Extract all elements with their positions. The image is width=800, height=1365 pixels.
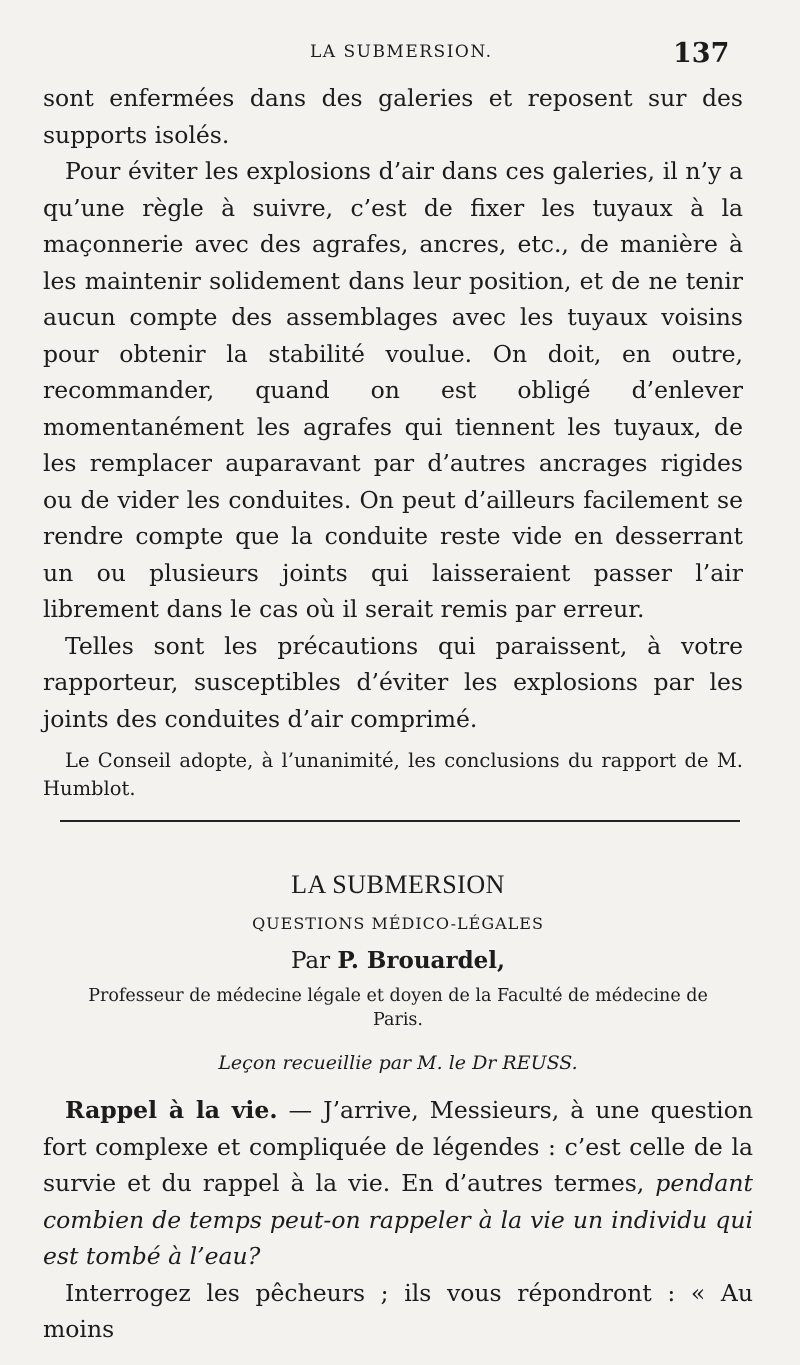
running-title: LA SUBMERSION. [310,42,493,62]
author-line [43,947,753,974]
article-body [43,1092,753,1348]
article [43,870,753,1348]
paragraph-precautions: Telles sont les précautions qui paraissent, à votre rapporteur, susceptibles d’éviter les explosions par les joints des conduites d’air comprimé. [43,631,743,733]
section-divider [60,820,740,822]
paragraph-explosions: Pour éviter les explosions d’air dans ces galeries, il n’y a qu’une règle à suivre, c’est de fixer les tuyaux à la maçonnerie avec des agrafes, ancres, etc., de manière à les maintenir solidement dans leur position, et de ne tenir aucun compte des assemblages avec les tuyaux voisins pour obtenir la stabilité voulue. On doit, en outre, recommander, quand on est obligé d’enlever momentanément les agrafes qui tiennent les tuyaux, de les remplacer auparavant par d’autres ancrages rigides ou de vider les conduites. On peut d’ailleurs facilement se rendre compte que la conduite reste vide en desserrant un ou plusieurs joints qui laisseraient passer l’air librement dans le cas où il serait remis par erreur. [43,157,743,623]
article-title: LA SUBMERSION [291,870,505,899]
lecture-note: Leçon recueillie par M. le Dr REUSS. [218,1052,578,1074]
paragraph-continuation: sont enfermées dans des galeries et reposent sur des supports isolés. [43,84,743,149]
section-heading: Rappel à la vie. [65,1096,278,1124]
page-number: 137 [673,38,730,69]
article-subtitle: QUESTIONS MÉDICO-LÉGALES [252,914,544,933]
author-prefix: Par [290,948,338,974]
body-text [43,80,743,803]
author-name: P. Brouardel, [337,947,506,974]
paragraph-rappel-italic: pendant combien de temps peut-on rappeler à la vie un individu qui est tombé à l’eau? [43,1169,753,1270]
running-head [0,38,800,78]
author-affiliation: Professeur de médecine légale et doyen de la Faculté de médecine de Paris. [88,986,708,1030]
heading-dash: — [277,1096,324,1124]
paragraph-pecheurs: Interrogez les pêcheurs ; ils vous répondront : « Au moins [43,1278,753,1343]
paragraph-rappel [43,1092,753,1275]
paragraph-council-decision: Le Conseil adopte, à l’unanimité, les conclusions du rapport de M. Humblot. [43,749,743,800]
paragraph-rappel-text: J’arrive, Messieurs, à une question fort complexe et compliquée de légendes : c’est celle de la survie et du rappel à la vie. En d’autres termes, [43,1096,753,1197]
